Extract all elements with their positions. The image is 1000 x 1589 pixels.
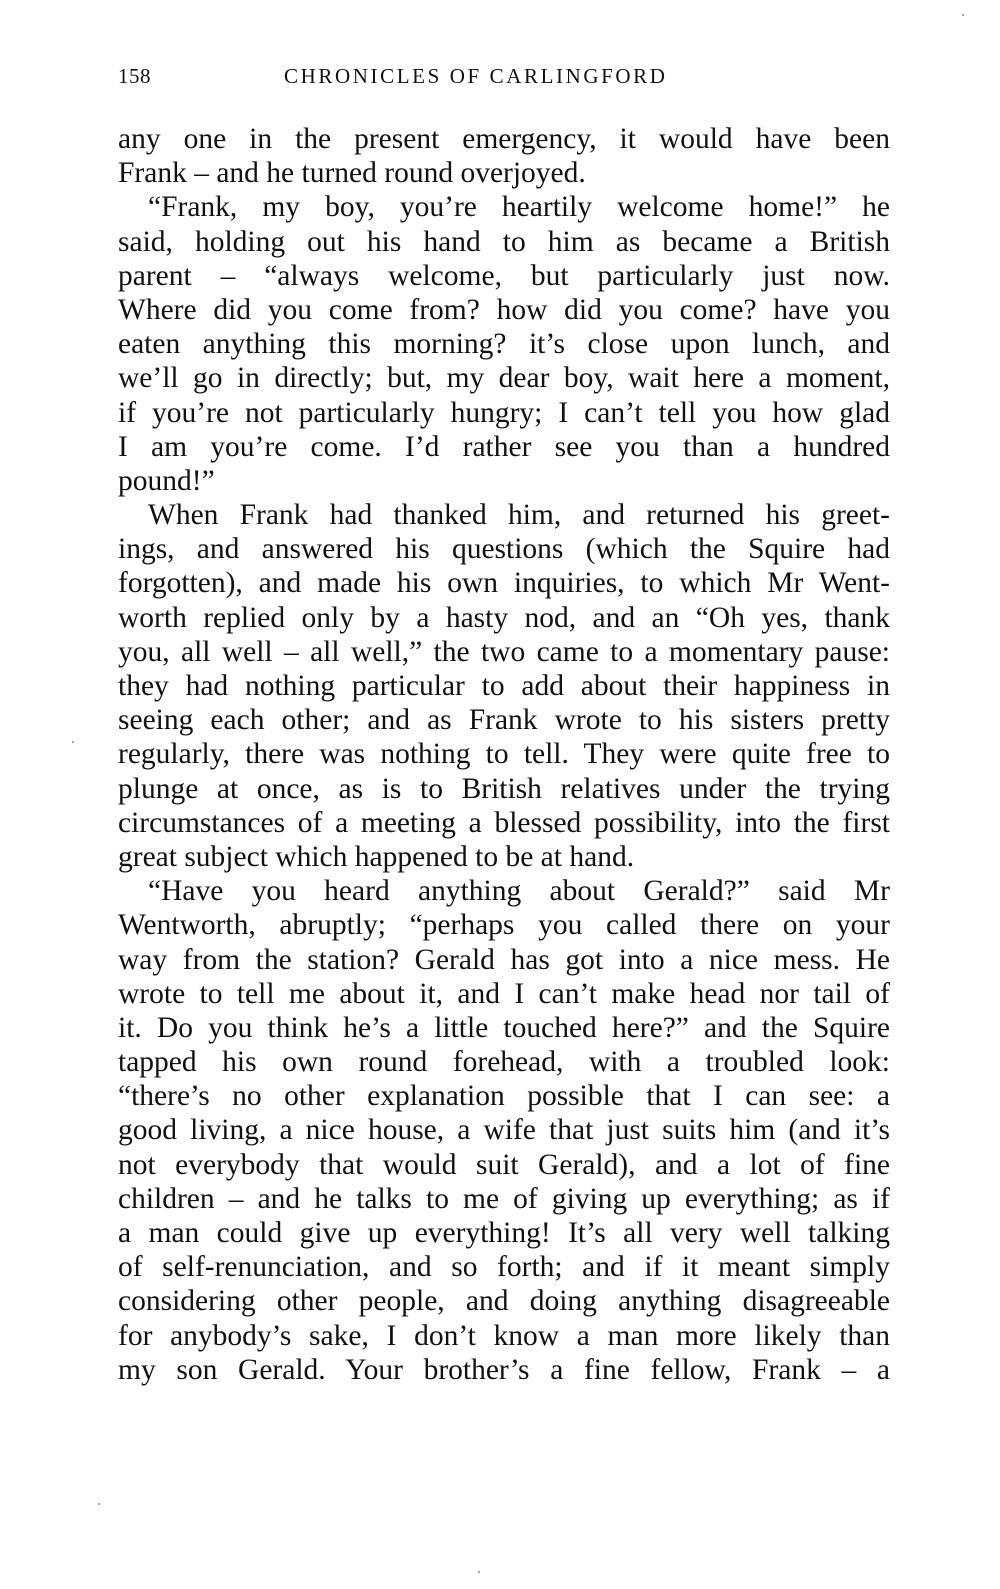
text-line: circumstances of a meeting a blessed possibility, into the first <box>118 806 890 839</box>
text-line: said, holding out his hand to him as became a British <box>118 225 890 258</box>
text-line: Wentworth, abruptly; “perhaps you called there on your <box>118 909 890 942</box>
text-line: way from the station? Gerald has got into a nice mess. He <box>118 943 890 976</box>
text-line: good living, a nice house, a wife that just suits him (and it’s <box>118 1114 890 1147</box>
text-line: tapped his own round forehead, with a troubled look: <box>118 1046 890 1079</box>
text-line: if you’re not particularly hungry; I can’t tell you how glad <box>118 396 890 429</box>
text-line: my son Gerald. Your brother’s a fine fellow, Frank – a <box>118 1353 890 1386</box>
text-line: “Frank, my boy, you’re heartily welcome home!” he <box>148 191 890 224</box>
text-line: any one in the present emergency, it would have been <box>118 123 890 155</box>
book-title: CHRONICLES OF CARLINGFORD <box>284 64 668 88</box>
body-text <box>118 122 890 1387</box>
text-line: not everybody that would suit Gerald), and a lot of fine <box>118 1148 890 1181</box>
text-line: Frank – and he turned round overjoyed. <box>118 157 586 190</box>
text-line: I am you’re come. I’d rather see you than a hundred <box>118 430 890 463</box>
text-line: When Frank had thanked him, and returned his greet- <box>148 499 890 532</box>
text-line: forgotten), and made his own inquiries, to which Mr Went- <box>118 567 890 600</box>
text-line: ings, and answered his questions (which the Squire had <box>118 533 890 566</box>
text-line: we’ll go in directly; but, my dear boy, wait here a moment, <box>118 362 890 395</box>
text-line: a man could give up everything! It’s all very well talking <box>118 1217 890 1249</box>
text-line: Where did you come from? how did you come? have you <box>118 293 890 326</box>
text-line: eaten anything this morning? it’s close upon lunch, and <box>118 328 890 361</box>
text-line: “Have you heard anything about Gerald?” said Mr <box>148 875 890 908</box>
running-head <box>118 64 890 98</box>
text-line: children – and he talks to me of giving up everything; as if <box>118 1182 890 1215</box>
text-line: parent – “always welcome, but particularly just now. <box>118 259 890 292</box>
text-line: of self-renunciation, and so forth; and if it meant simply <box>118 1251 890 1284</box>
scan-speck <box>478 1571 480 1573</box>
scan-speck <box>962 14 964 16</box>
text-line: plunge at once, as is to British relatives under the trying <box>118 772 890 805</box>
text-line: worth replied only by a hasty nod, and an “Oh yes, thank <box>118 601 890 634</box>
text-line: you, all well – all well,” the two came to a momentary pause: <box>118 635 890 668</box>
text-line: pound!” <box>118 464 215 497</box>
scan-speck <box>98 1503 100 1505</box>
text-line: for anybody’s sake, I don’t know a man more likely than <box>118 1319 890 1352</box>
text-line: wrote to tell me about it, and I can’t make head nor tail of <box>118 977 890 1010</box>
text-line: they had nothing particular to add about their happiness in <box>118 670 890 702</box>
page-number: 158 <box>118 64 151 88</box>
text-line: seeing each other; and as Frank wrote to his sisters pretty <box>118 704 890 737</box>
scan-speck <box>72 741 74 743</box>
text-line: considering other people, and doing anything disagreeable <box>118 1285 890 1318</box>
text-line: it. Do you think he’s a little touched here?” and the Squire <box>118 1011 890 1044</box>
text-line: “there’s no other explanation possible that I can see: a <box>118 1080 890 1113</box>
text-line: great subject which happened to be at hand. <box>118 840 635 873</box>
text-line: regularly, there was nothing to tell. They were quite free to <box>118 738 890 771</box>
